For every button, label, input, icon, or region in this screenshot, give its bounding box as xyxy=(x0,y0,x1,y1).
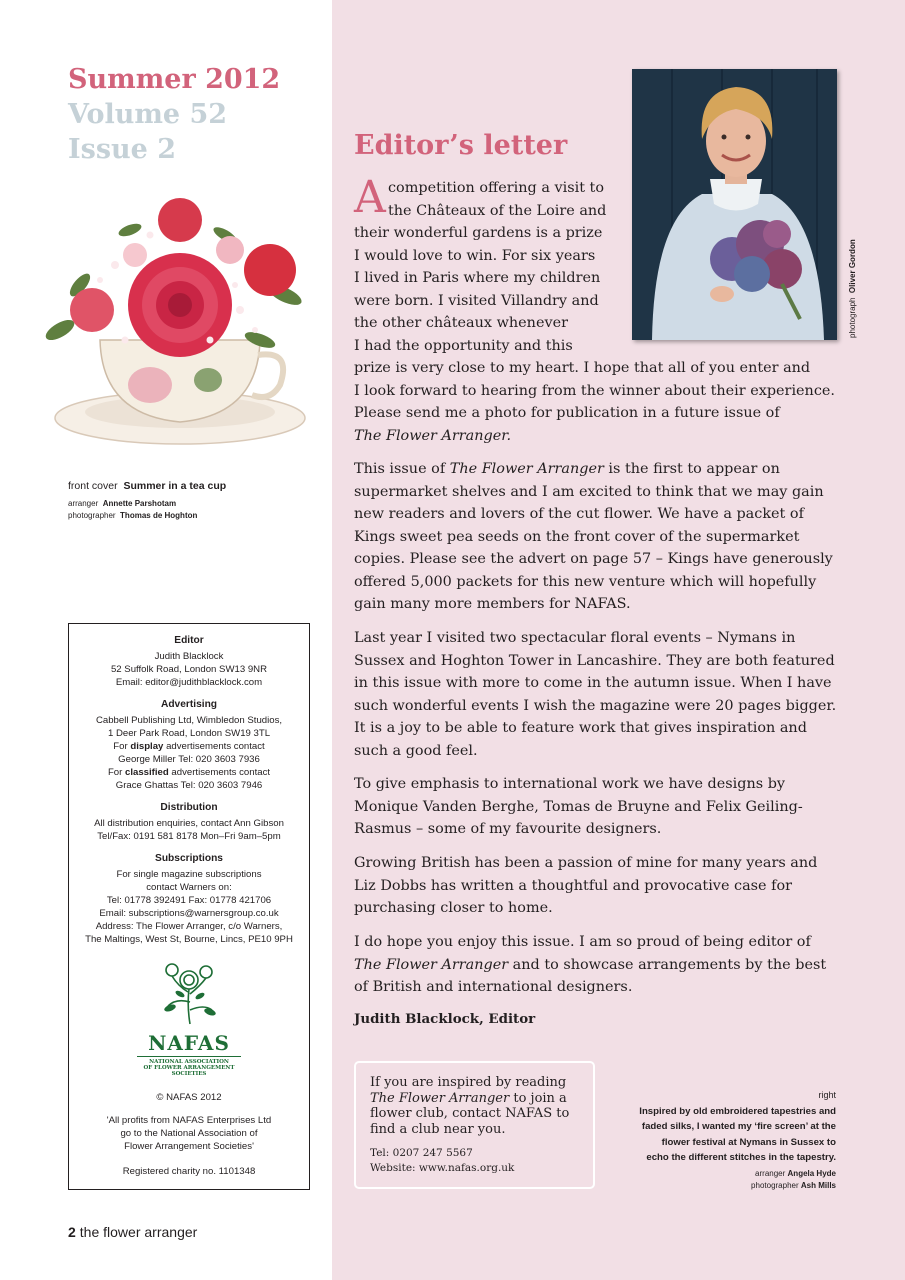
letter-line: The Flower Arranger. xyxy=(354,427,512,444)
profits-line: Flower Arrangement Societies' xyxy=(124,1141,254,1152)
nafas-wordmark: NAFAS xyxy=(148,1031,230,1055)
letter-line: supermarket shelves and I am excited to think that we may gain xyxy=(354,483,824,500)
subscriptions-line: Address: The Flower Arranger, c/o Warners, xyxy=(95,921,283,932)
letter-line: were born. I visited Villandry and xyxy=(354,292,599,309)
editor-portrait-photo xyxy=(632,69,837,340)
charity-number: Registered charity no. 1101348 xyxy=(122,1166,256,1177)
photo-credit-label: photograph xyxy=(848,297,857,338)
subscriptions-line: contact Warners on: xyxy=(146,882,232,893)
join-website: Website: www.nafas.org.uk xyxy=(370,1162,515,1174)
subscriptions-section xyxy=(69,852,309,946)
profits-line: go to the National Association of xyxy=(120,1128,258,1139)
letter-line: prize is very close to my heart. I hope that all of you enter and xyxy=(354,360,811,376)
letter-paragraph-3 xyxy=(354,627,844,762)
caption-arranger: Angela Hyde xyxy=(787,1168,836,1178)
distribution-heading: Distribution xyxy=(160,802,218,813)
letter-line: I look forward to hearing from the winner about their experience. xyxy=(354,382,835,399)
cover-label: front cover xyxy=(68,480,118,492)
letter-line: new readers and lovers of the cut flower. We have a packet of xyxy=(354,506,804,522)
letter-line: gain many more members for NAFAS. xyxy=(354,596,631,612)
cover-arranger: Annette Parshotam xyxy=(102,499,177,508)
advertising-display-line xyxy=(69,740,309,753)
letter-line: such a good feel. xyxy=(354,742,478,759)
join-line: find a club near you. xyxy=(370,1121,506,1137)
issue-volume: Volume 52 xyxy=(68,99,228,130)
join-line: The Flower Arranger to join a xyxy=(370,1090,567,1106)
classified-post: advertisements contact xyxy=(171,767,271,778)
letter-line: in this issue with more to come in the autumn issue. When I have xyxy=(354,675,832,691)
advertising-line: Grace Ghattas Tel: 020 3603 7946 xyxy=(115,780,263,791)
letter-line: Sussex and Hoghton Tower in Lancashire. They are both featured xyxy=(354,652,835,669)
distribution-line: Tel/Fax: 0191 581 8178 Mon–Fri 9am–5pm xyxy=(97,831,281,842)
letter-line: the other châteaux whenever xyxy=(354,315,568,331)
magazine-name: the flower arranger xyxy=(79,1224,198,1240)
cover-photographer: Thomas de Hoghton xyxy=(120,511,198,520)
advertising-section xyxy=(69,698,309,792)
right-image-caption xyxy=(639,1088,836,1192)
join-tel: Tel: 0207 247 5567 xyxy=(370,1147,473,1159)
editor-section xyxy=(69,634,309,689)
editor-line: 52 Suffolk Road, London SW13 9NR xyxy=(110,664,268,675)
join-club-box xyxy=(354,1061,595,1189)
distribution-line: All distribution enquiries, contact Ann Gibson xyxy=(94,818,284,829)
letter-line: such wonderful events I wish the magazine were 20 pages bigger. xyxy=(354,697,837,714)
classified-word: classified xyxy=(125,767,169,778)
cover-teacup-flowers-image xyxy=(30,190,310,465)
letter-line: This issue of The Flower Arranger is the first to appear on xyxy=(354,461,780,477)
caption-tag: right xyxy=(818,1090,836,1100)
photo-credit-name: Oliver Gordon xyxy=(848,239,857,294)
masthead-info-box xyxy=(68,623,310,1190)
caption-line: Inspired by old embroidered tapestries and xyxy=(639,1105,836,1117)
letter-line: Liz Dobbs has written a thoughtful and provocative case for xyxy=(354,877,793,894)
nafas-sub-line: SOCIETIES xyxy=(171,1071,207,1077)
nafas-rose-logo-icon xyxy=(154,958,224,1028)
advertising-line: 1 Deer Park Road, London SW19 3TL xyxy=(107,728,271,739)
letter-line: copies. Please see the advert on page 57 – Kings have generously xyxy=(354,551,833,567)
subscriptions-line: Tel: 01778 392491 Fax: 01778 421706 xyxy=(106,895,272,906)
letter-line: purchasing closer to home. xyxy=(354,900,553,916)
caption-credits xyxy=(639,1168,836,1192)
cover-caption xyxy=(68,480,226,522)
advertising-classified-line xyxy=(69,766,309,779)
distribution-section xyxy=(69,801,309,843)
letter-line: Last year I visited two spectacular floral events – Nymans in xyxy=(354,630,796,646)
letter-line: Rasmus – some of my favourite designers. xyxy=(354,821,662,837)
letter-line: I had the opportunity and this xyxy=(354,337,573,354)
caption-line: faded silks, I wanted my ‘fire screen’ at the xyxy=(641,1121,836,1133)
letter-line: Growing British has been a passion of mine for many years and xyxy=(354,855,818,871)
editor-signature: Judith Blacklock, Editor xyxy=(354,1011,536,1027)
cover-arranger-label: arranger xyxy=(68,499,99,508)
subscriptions-line: For single magazine subscriptions xyxy=(116,869,262,880)
caption-arranger-label: arranger xyxy=(755,1168,786,1178)
letter-line: Kings sweet pea seeds on the front cover of the supermarket xyxy=(354,528,800,545)
subscriptions-line: The Maltings, West St, Bourne, Lincs, PE10 9PH xyxy=(85,934,293,945)
letter-line: their wonderful gardens is a prize xyxy=(354,225,603,241)
nafas-sub-line: OF FLOWER ARRANGEMENT xyxy=(143,1065,235,1071)
profits-line: 'All profits from NAFAS Enterprises Ltd xyxy=(106,1115,272,1126)
editor-line: Judith Blacklock xyxy=(154,651,224,662)
letter-line: Monique Vanden Berghe, Tomas de Bruyne and Felix Geiling- xyxy=(354,798,803,815)
caption-photographer: Ash Mills xyxy=(800,1180,836,1190)
letter-line: I lived in Paris where my children xyxy=(354,270,601,286)
photo-credit xyxy=(848,239,857,338)
editor-heading: Editor xyxy=(174,635,204,646)
cover-title: Summer in a tea cup xyxy=(123,480,227,492)
letter-line: I would love to win. For six years xyxy=(354,247,596,264)
caption-line: echo the different stitches in the tapestry. xyxy=(646,1152,836,1164)
caption-line: flower festival at Nymans in Sussex to xyxy=(661,1136,836,1148)
advertising-line: Cabbell Publishing Ltd, Wimbledon Studios, xyxy=(95,715,283,726)
caption-photographer-label: photographer xyxy=(751,1180,799,1190)
copyright: © NAFAS 2012 xyxy=(156,1092,222,1103)
page-number: 2 xyxy=(68,1224,76,1240)
letter-paragraph-4 xyxy=(354,773,844,841)
subscriptions-line: Email: subscriptions@warnersgroup.co.uk xyxy=(99,908,279,919)
letter-line: To give emphasis to international work we have designs by xyxy=(354,776,786,792)
display-word: display xyxy=(130,741,164,752)
display-pre: For xyxy=(113,741,128,752)
display-post: advertisements contact xyxy=(166,741,265,752)
join-message xyxy=(370,1075,579,1137)
page-folio xyxy=(68,1224,197,1240)
letter-line: Please send me a photo for publication in a future issue of xyxy=(354,405,780,421)
letter-paragraph-5 xyxy=(354,852,844,920)
letter-paragraph-6 xyxy=(354,931,844,999)
editor-letter-heading: Editor’s letter xyxy=(354,130,568,161)
nafas-subtitle xyxy=(137,1056,241,1077)
subscriptions-heading: Subscriptions xyxy=(155,853,223,864)
issue-season: Summer 2012 xyxy=(68,64,281,95)
caption-description xyxy=(639,1104,836,1166)
letter-line: offered 5,000 packets for this new venture which will hopefully xyxy=(354,573,817,590)
advertising-line: George Miller Tel: 020 3603 7936 xyxy=(118,754,260,765)
letter-line: the Châteaux of the Loire and xyxy=(388,202,607,219)
join-line: If you are inspired by reading xyxy=(370,1075,567,1090)
cover-photographer-label: photographer xyxy=(68,511,116,520)
drop-cap: A xyxy=(354,172,386,223)
issue-title xyxy=(68,62,280,167)
profits-statement xyxy=(69,1114,309,1153)
letter-line: The Flower Arranger and to showcase arrangements by the best xyxy=(354,956,827,973)
issue-number: Issue 2 xyxy=(68,134,177,165)
nafas-sub-line: NATIONAL ASSOCIATION xyxy=(149,1059,229,1065)
join-line: flower club, contact NAFAS to xyxy=(370,1106,570,1121)
letter-paragraph-2 xyxy=(354,458,844,616)
classified-pre: For xyxy=(107,767,123,778)
letter-line: competition offering a visit to xyxy=(388,180,604,196)
join-contact xyxy=(370,1146,579,1176)
letter-line: It is a joy to be able to feature work that gives inspiration and xyxy=(354,720,807,736)
advertising-heading: Advertising xyxy=(160,699,218,710)
letter-line: I do hope you enjoy this issue. I am so proud of being editor of xyxy=(354,934,811,950)
editor-line: Email: editor@judithblacklock.com xyxy=(115,677,263,688)
letter-line: of British and international designers. xyxy=(354,979,633,995)
